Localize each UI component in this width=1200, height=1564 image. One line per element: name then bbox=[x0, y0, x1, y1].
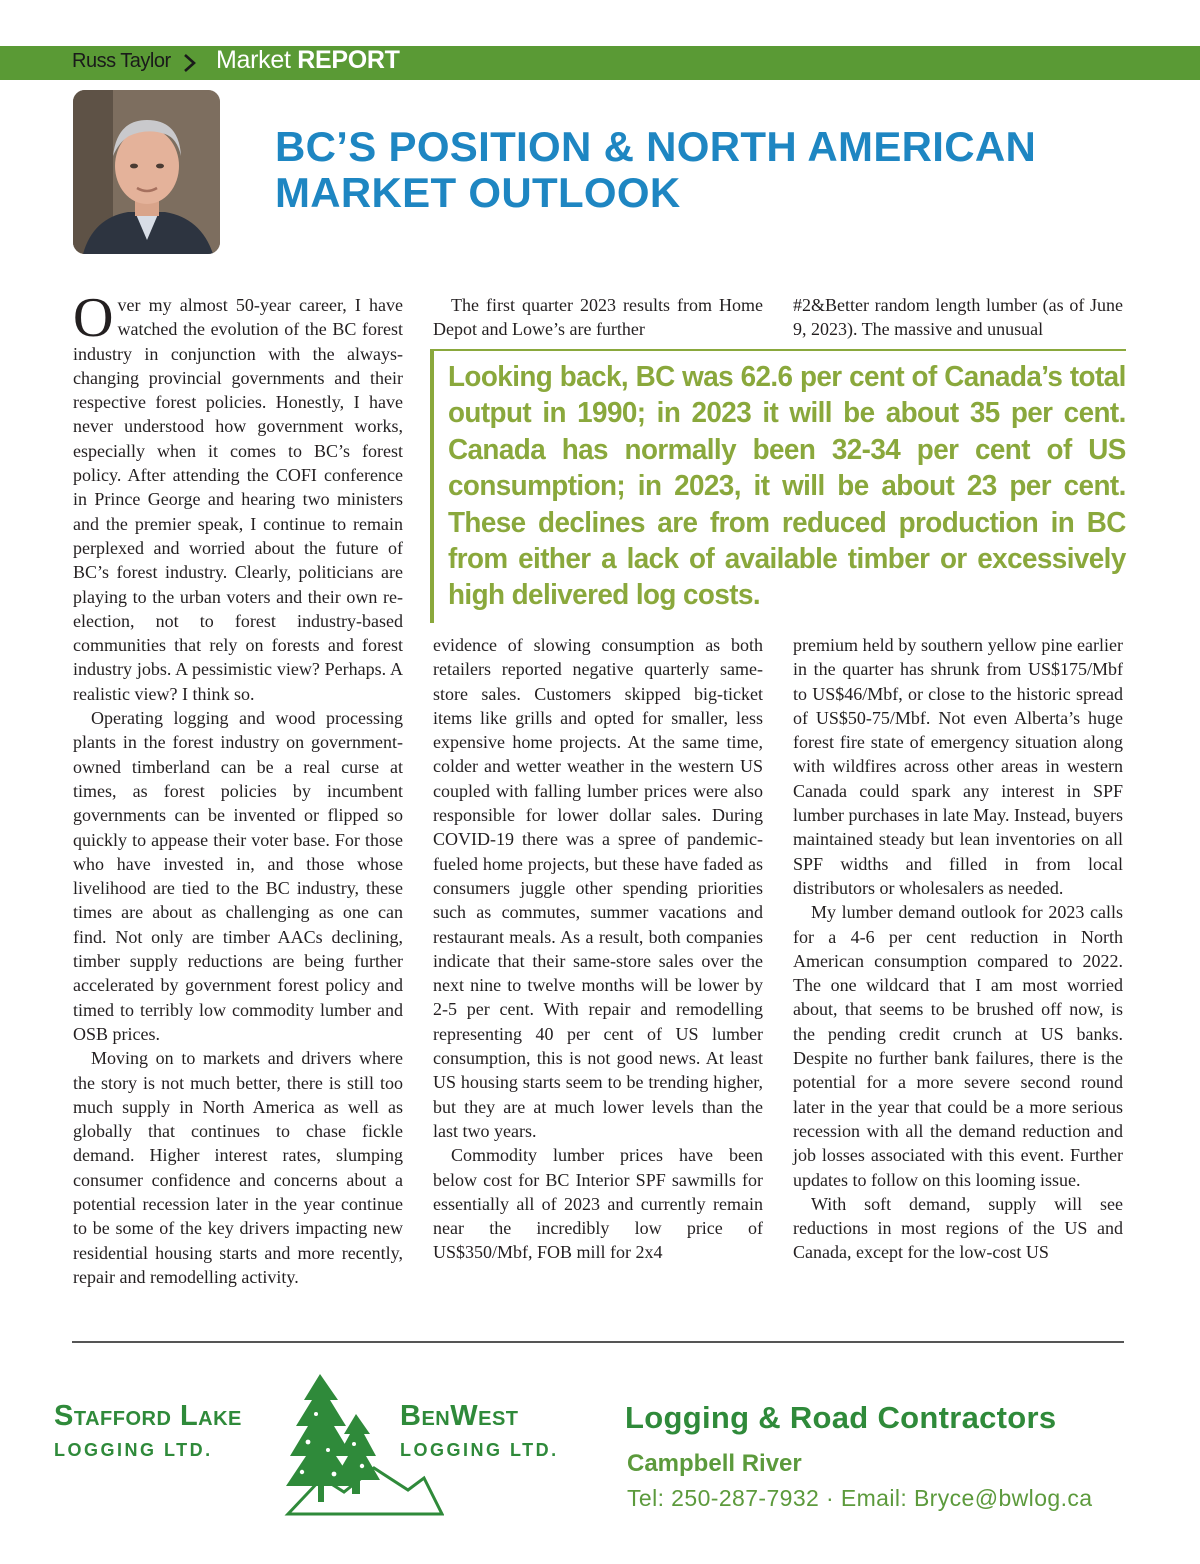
pull-quote-text: Looking back, BC was 62.6 per cent of Canada’s total output in 1990; in 2023 it will be about 35 per cent. Canada has normally been 32-34 per cent of US consumption; in 2023, it will be about 23 per cent. These declines are from reduced production in BC from either a lack of available timber or excessively high delivered log costs. bbox=[448, 361, 1126, 612]
header-band bbox=[0, 46, 1200, 80]
author-name: Russ Taylor bbox=[72, 50, 171, 72]
paragraph-text: ver my almost 50-year career, I have watched the evolution of the BC forest industry in conjunction with the always-changing provincial governments and their respective forest policies. Honestly, I have never understood how government works, especially when it comes to BC’s forest policy. After attending the COFI conference in Prince George and hearing two ministers and the premier speak, I continue to remain perplexed and worried about the future of BC’s forest industry. Clearly, politicians are playing to the urban voters and their own re-election, not to forest industry-based communities that rely on forests and forest industry jobs. A pessimistic view? Perhaps. A realistic view? I think so. bbox=[73, 295, 403, 704]
paragraph: With soft demand, supply will see reductions in most regions of the US and Canada, except for the low-cost US bbox=[793, 1193, 1123, 1263]
pull-quote bbox=[430, 349, 1126, 623]
ad-company-2-sub: LOGGING LTD. bbox=[400, 1440, 559, 1460]
article-title bbox=[275, 124, 1075, 216]
paragraph: My lumber demand outlook for 2023 calls for a 4-6 per cent reduction in North American consumption compared to 2022. The one wildcard that I am most worried about, that seems to be brushed off now, is the pending credit crunch at US banks. Despite no further bank failures, there is the potential for a more severe second round later in the year that could be a more serious recession with all the demand reduction and job losses associated with this event. Further updates to follow on this looming issue. bbox=[793, 902, 1123, 1190]
section-title-light: Market bbox=[216, 46, 291, 74]
paragraph: The first quarter 2023 results from Home Depot and Lowe’s are further bbox=[433, 295, 763, 340]
author-photo bbox=[73, 90, 220, 254]
ad-city: Campbell River bbox=[627, 1450, 802, 1477]
column-2 bbox=[433, 633, 763, 1265]
paragraph bbox=[73, 287, 403, 706]
section-title-bold: REPORT bbox=[297, 46, 400, 74]
ad-divider bbox=[72, 1341, 1124, 1343]
paragraph: Commodity lumber prices have been below cost for BC Interior SPF sawmills for essentially all of 2023 and currently remain near the incredibly low price of US$350/Mbf, FOB mill for 2x4 bbox=[433, 1145, 763, 1263]
ad-services: Logging & Road Contractors bbox=[625, 1400, 1057, 1435]
paragraph: #2&Better random length lumber (as of June 9, 2023). The massive and unusual bbox=[793, 295, 1123, 340]
column-3-top bbox=[793, 293, 1123, 342]
paragraph: premium held by southern yellow pine earlier in the quarter has shrunk from US$175/Mbf to US$46/Mbf, or close to the historic spread of US$50-75/Mbf. Not even Alberta’s huge forest fire state of emergency situation along with wildfires across other areas in western Canada could spark any interest in SPF lumber purchases in late May. Instead, buyers maintained steady but lean inventories on all SPF widths and filled in from local distributors or wholesalers as needed. bbox=[793, 635, 1123, 898]
column-2-top bbox=[433, 293, 763, 342]
ad-company-1: Stafford Lake bbox=[54, 1400, 242, 1432]
column-3 bbox=[793, 633, 1123, 1265]
ad-contact: Tel: 250-287-7932 · Email: Bryce@bwlog.ca bbox=[627, 1485, 1093, 1511]
ad-company-1-sub: LOGGING LTD. bbox=[54, 1440, 213, 1460]
drop-cap: O bbox=[73, 287, 114, 349]
paragraph: Moving on to markets and drivers where the story is not much better, there is still too much supply in North America as well as globally that continues to chase fickle demand. Higher interest rates, slumping consumer confidence and concerns about a potential recession later in the year continue to be some of the key drivers impacting new residential housing starts and more recently, repair and remodelling activity. bbox=[73, 1048, 403, 1287]
paragraph: Operating logging and wood processing plants in the forest industry on government-owned timberland can be a real curse at times, as forest policies by incumbent governments can be invented or flipped so quickly to appease their voter base. For those who have invested in, and those whose livelihood are tied to the BC industry, these times are about as challenging as one can find. Not only are timber AACs declining, timber supply reductions are being further accelerated by government forest policy and timed to terribly low commodity lumber and OSB prices. bbox=[73, 708, 403, 1044]
article-title-line2: MARKET OUTLOOK bbox=[275, 169, 681, 216]
paragraph: evidence of slowing consumption as both retailers reported negative quarterly same-store sales. Customers skipped big-ticket items like grills and opted for smaller, less expensive home projects. At the same time, colder and wetter weather in the western US coupled with falling lumber prices were also responsible for lower dollar sales. During COVID-19 there was a spree of pandemic-fueled home projects, but these have faded as consumers juggle other spending priorities such as commutes, summer vacations and restaurant meals. As a result, both companies indicate that their same-store sales over the next nine to twelve months will be lower by 2-5 per cent. With repair and remodelling representing 40 per cent of US lumber consumption, this is not good news. At least US housing starts seem to be trending higher, but they are at much lower levels than the last two years. bbox=[433, 635, 763, 1141]
article-title-line1: BC’S POSITION & NORTH AMERICAN bbox=[275, 123, 1037, 170]
ad-company-2: BenWest bbox=[400, 1400, 519, 1432]
author-portrait bbox=[73, 90, 220, 254]
section-title bbox=[216, 46, 400, 75]
column-1 bbox=[73, 287, 403, 1289]
chevron-right-icon bbox=[180, 52, 202, 74]
